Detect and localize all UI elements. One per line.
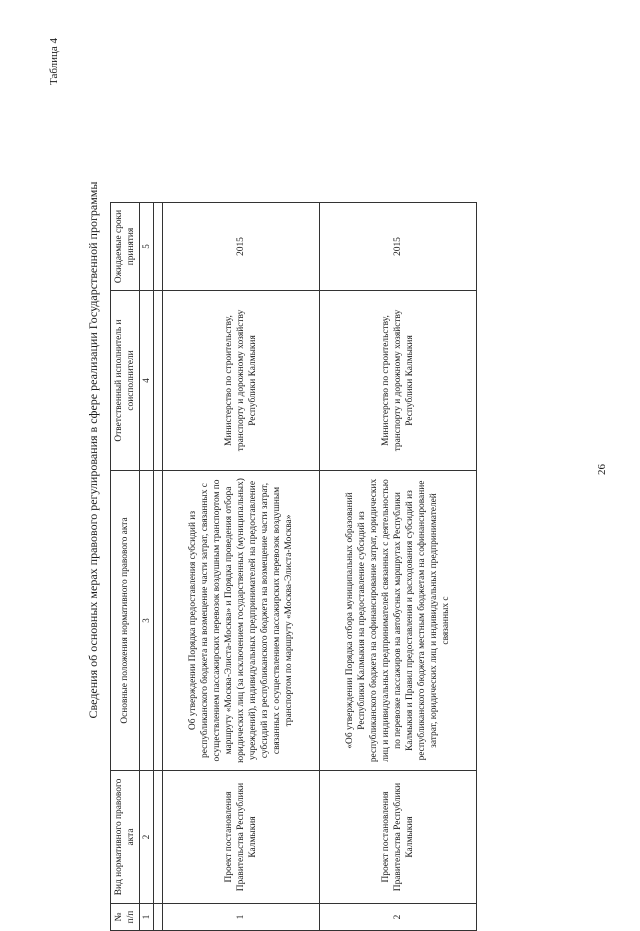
provisions-cell: Об утверждении Порядка предоставления субсидий из республиканского бюджета на возмещение части затрат, связанных с осуществлением пассажирских перевозок воздушным транспортом по маршруту «Москва-Элиста-Москва» и Порядка проведения отбора юридических лиц (за исключением государственных (муниципальных) учреждений), индивидуальных предпринимателей на предоставление субсидий из республиканского бюджета на возмещение части затрат, связанных с осуществлением пассажирских перевозок воздушным транспортом по маршруту «Москва-Элиста-Москва» (163, 471, 320, 771)
column-number: 3 (140, 471, 154, 771)
provisions-cell: «Об утверждении Порядка отбора муниципальных образований Республики Калмыкия на предоставление субсидий из республиканского бюджета на софинансирование затрат, юридических лиц и индивидуальных предпринимателей связанных с деятельностью по перевозке пассажиров на автобусных маршрутах Республики Калмыкия и Правил предоставления и расходования субсидий из республиканского бюджета местным бюджетам на софинансирование затрат, юридических лиц и индивидуальных предпринимателей связанных с (320, 471, 477, 771)
column-number-row (140, 203, 154, 931)
row-number: 1 (163, 904, 320, 931)
spacer-cell (154, 904, 163, 931)
column-number: 4 (140, 291, 154, 471)
term-cell: 2015 (163, 203, 320, 291)
header-executor: Ответственный исполнитель и соисполнители (111, 291, 140, 471)
column-number: 1 (140, 904, 154, 931)
spacer-cell (154, 291, 163, 471)
spacer-cell (154, 771, 163, 904)
page-title: Сведения об основных мерах правового регулирования в сфере реализации Государственной программы (86, 181, 100, 719)
table-header-row (111, 203, 140, 931)
table-row (320, 203, 477, 931)
header-provisions: Основные положения нормативного правового акта (111, 471, 140, 771)
executor-cell: Министерство по строительству, транспорту и дорожному хозяйству Республики Калмыкия (163, 291, 320, 471)
spacer-cell (154, 471, 163, 771)
spacer-cell (154, 203, 163, 291)
term-cell: 2015 (320, 203, 477, 291)
measures-table (110, 202, 477, 931)
column-number: 5 (140, 203, 154, 291)
header-act-type: Вид нормативного правового акта (111, 771, 140, 904)
act-type-cell: Проект постановления Правительства Республики Калмыкия (163, 771, 320, 904)
table-label: Таблица 4 (48, 37, 60, 85)
page-number: 26 (596, 464, 608, 475)
header-term: Ожидаемые сроки принятия (111, 203, 140, 291)
table-row (163, 203, 320, 931)
row-number: 2 (320, 904, 477, 931)
header-number: № п/п (111, 904, 140, 931)
column-number: 2 (140, 771, 154, 904)
spacer-row (154, 203, 163, 931)
act-type-cell: Проект постановления Правительства Республики Калмыкия (320, 771, 477, 904)
executor-cell: Министерство по строительству, транспорту и дорожному хозяйству Республики Калмыкия (320, 291, 477, 471)
